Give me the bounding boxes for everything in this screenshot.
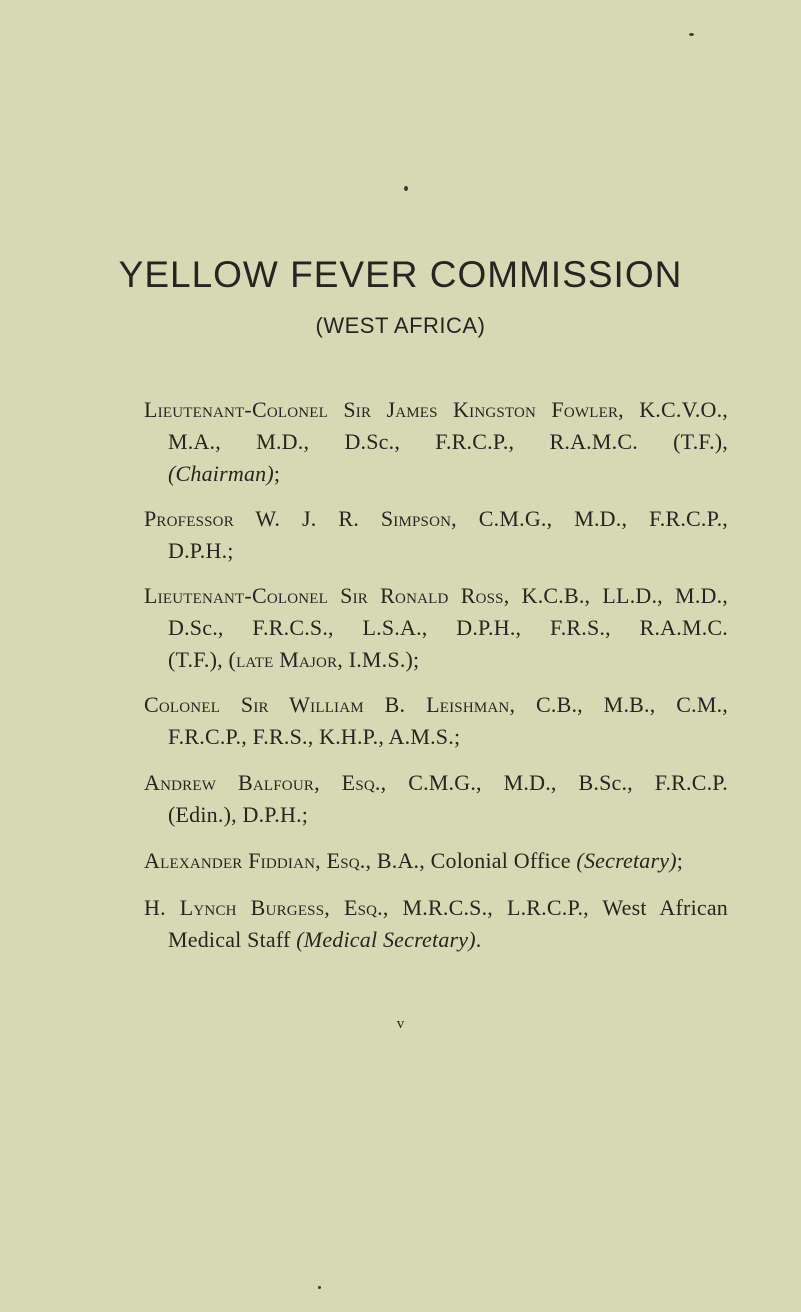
member-entry-ross bbox=[144, 580, 728, 676]
member-line: Colonel Sir William B. Leishman, C.B., M.B., C.M., bbox=[144, 692, 728, 717]
member-name: Colonel Sir William B. Leishman, bbox=[144, 692, 516, 717]
member-line: Lieutenant-Colonel Sir James Kingston Fowler, K.C.V.O., bbox=[144, 397, 729, 422]
member-entry-fiddian bbox=[144, 845, 728, 877]
member-line: M.A., M.D., D.Sc., F.R.C.P., R.A.M.C. (T.F.), bbox=[168, 429, 728, 454]
member-entry-fowler bbox=[144, 394, 728, 490]
member-role: (Secretary) bbox=[576, 848, 677, 873]
member-line: (T.F.), (late Major, I.M.S.); bbox=[168, 647, 420, 672]
paper-speck bbox=[404, 186, 408, 191]
member-line: Alexander Fiddian, Esq., B.A., Colonial Office (Secretary); bbox=[144, 848, 684, 873]
member-line: H. Lynch Burgess, Esq., M.R.C.S., L.R.C.P., West African bbox=[144, 895, 729, 920]
member-line: Lieutenant-Colonel Sir Ronald Ross, K.C.B., LL.D., M.D., bbox=[144, 583, 729, 608]
member-role: (Chairman); bbox=[168, 461, 281, 486]
member-name: H. Lynch Burgess, Esq., bbox=[144, 895, 389, 920]
member-entry-burgess bbox=[144, 892, 728, 956]
member-entry-simpson bbox=[144, 503, 728, 567]
paper-speck bbox=[689, 33, 694, 36]
member-entry-leishman bbox=[144, 689, 728, 753]
member-line: Professor W. J. R. Simpson, C.M.G., M.D., F.R.C.P., bbox=[144, 506, 728, 531]
member-role: (Medical Secretary) bbox=[296, 927, 476, 952]
page-title: YELLOW FEVER COMMISSION bbox=[118, 254, 683, 295]
member-entry-balfour bbox=[144, 767, 728, 831]
page-number: v bbox=[396, 1016, 405, 1032]
member-line: (Edin.), D.P.H.; bbox=[168, 802, 309, 827]
member-name: Lieutenant-Colonel Sir James Kingston Fowler, bbox=[144, 397, 624, 422]
member-name: Andrew Balfour, Esq., bbox=[144, 770, 387, 795]
member-line: Medical Staff (Medical Secretary). bbox=[168, 927, 482, 952]
member-line: D.Sc., F.R.C.S., L.S.A., D.P.H., F.R.S., R.A.M.C. bbox=[168, 615, 728, 640]
member-name: Alexander Fiddian, Esq., bbox=[144, 848, 372, 873]
paper-speck bbox=[318, 1286, 321, 1289]
member-line: F.R.C.P., F.R.S., K.H.P., A.M.S.; bbox=[168, 724, 461, 749]
member-line: Andrew Balfour, Esq., C.M.G., M.D., B.Sc., F.R.C.P. bbox=[144, 770, 729, 795]
page-subtitle: (WEST AFRICA) bbox=[315, 313, 486, 338]
member-name: Lieutenant-Colonel Sir Ronald Ross, bbox=[144, 583, 510, 608]
member-line: D.P.H.; bbox=[168, 538, 234, 563]
member-name: Professor W. J. R. Simpson, bbox=[144, 506, 457, 531]
